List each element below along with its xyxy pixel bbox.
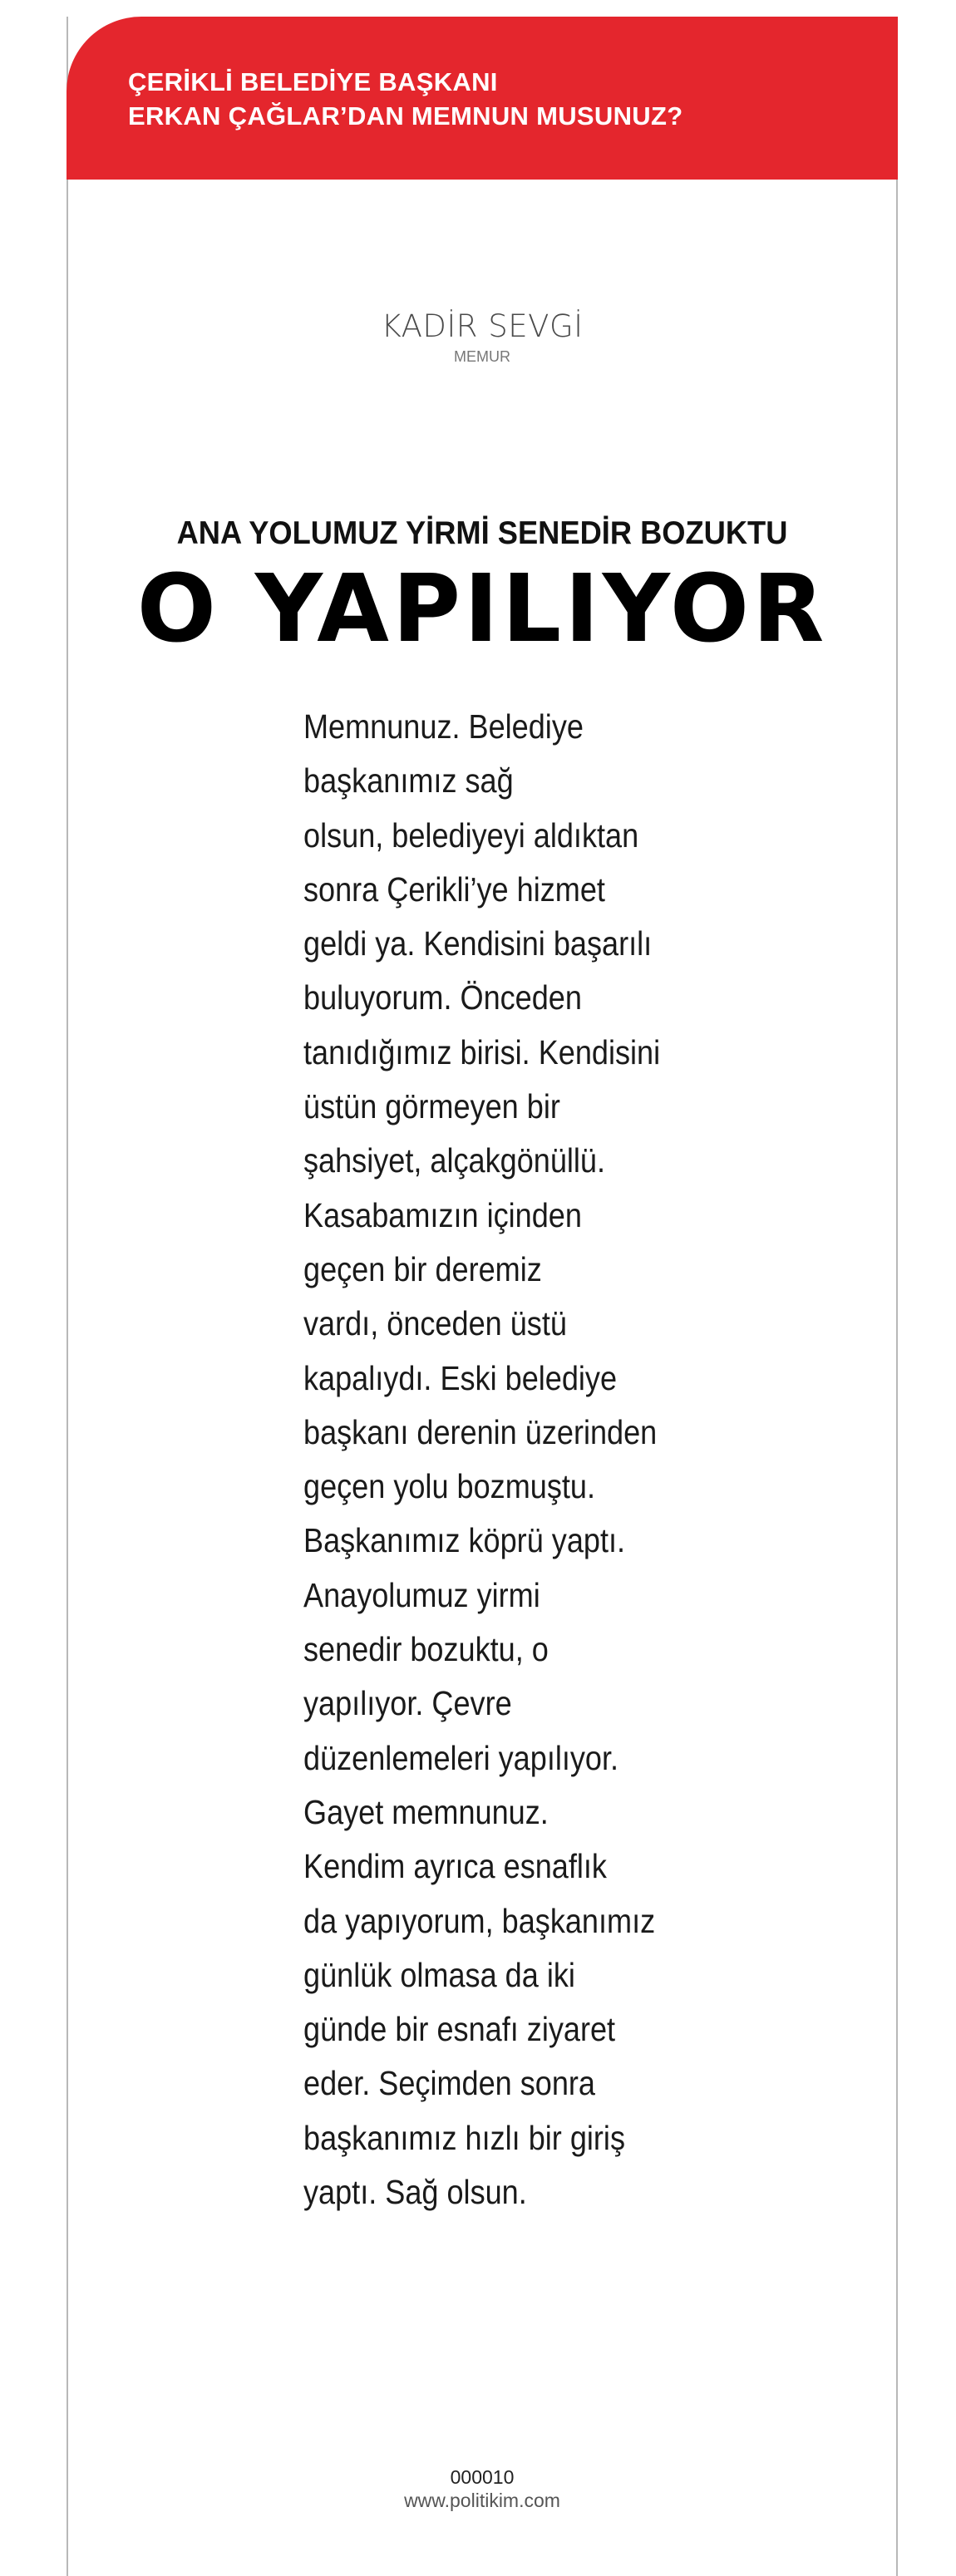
article-body-line: Anayolumuz yirmi	[303, 1575, 540, 1614]
article-body-line: başkanımız hızlı bir giriş	[303, 2118, 625, 2157]
article-body-line: üstün görmeyen bir	[303, 1087, 560, 1126]
article-body-line: Kasabamızın içinden	[303, 1195, 582, 1234]
article-body-line: günde bir esnafı ziyaret	[303, 2010, 616, 2049]
article-body-line: başkanımız sağ	[303, 761, 514, 800]
article-body-line: vardı, önceden üstü	[303, 1304, 567, 1343]
article-body-line: buluyorum. Önceden	[303, 978, 582, 1017]
article-body-line: olsun, belediyeyi aldıktan	[303, 815, 639, 855]
respondent-name: KADİR SEVGİ	[381, 308, 584, 344]
question-banner	[67, 17, 898, 180]
article-body-line: senedir bozuktu, o	[303, 1630, 549, 1669]
article-body-line: kapalıydı. Eski belediye	[303, 1358, 618, 1397]
article-body-line: sonra Çerikli’ye hizmet	[303, 869, 605, 909]
article-body-line: da yapıyorum, başkanımız	[303, 1901, 656, 1940]
article-body-line: geçen bir deremiz	[303, 1249, 542, 1288]
article-body	[303, 700, 736, 2219]
article-body-line: Memnunuz. Belediye	[303, 707, 584, 746]
question-line-1: ÇERİKLİ BELEDİYE BAŞKANI	[128, 67, 498, 96]
article-body-line: düzenlemeleri yapılıyor.	[303, 1738, 619, 1777]
website-url: www.politikim.com	[404, 2490, 560, 2511]
article-body-line: eder. Seçimden sonra	[303, 2064, 595, 2103]
article-body-line: Gayet memnunuz.	[303, 1792, 549, 1831]
article-body-line: yaptı. Sağ olsun.	[303, 2173, 527, 2212]
article-body-line: tanıdığımız birisi. Kendisini	[303, 1032, 661, 1071]
headline: O YAPILIYOR	[136, 555, 828, 663]
article-body-line: Başkanımız köprü yaptı.	[303, 1521, 626, 1560]
article-body-line: geldi ya. Kendisini başarılı	[303, 924, 653, 963]
question-line-2: ERKAN ÇAĞLAR’DAN MEMNUN MUSUNUZ?	[128, 101, 683, 131]
page-code: 000010	[450, 2466, 515, 2488]
article-body-line: şahsiyet, alçakgönüllü.	[303, 1141, 606, 1180]
article-body-line: günlük olmasa da iki	[303, 1955, 575, 1994]
respondent-role: MEMUR	[454, 348, 510, 365]
subheadline: ANA YOLUMUZ YİRMİ SENEDİR BOZUKTU	[176, 515, 788, 551]
article-body-line: başkanı derenin üzerinden	[303, 1412, 658, 1451]
footer	[67, 2465, 898, 2512]
article-body-line: yapılıyor. Çevre	[303, 1684, 512, 1723]
article-body-line: Kendim ayrıca esnaflık	[303, 1847, 607, 1886]
respondent-block	[67, 308, 898, 366]
article-body-line: geçen yolu bozmuştu.	[303, 1467, 595, 1506]
